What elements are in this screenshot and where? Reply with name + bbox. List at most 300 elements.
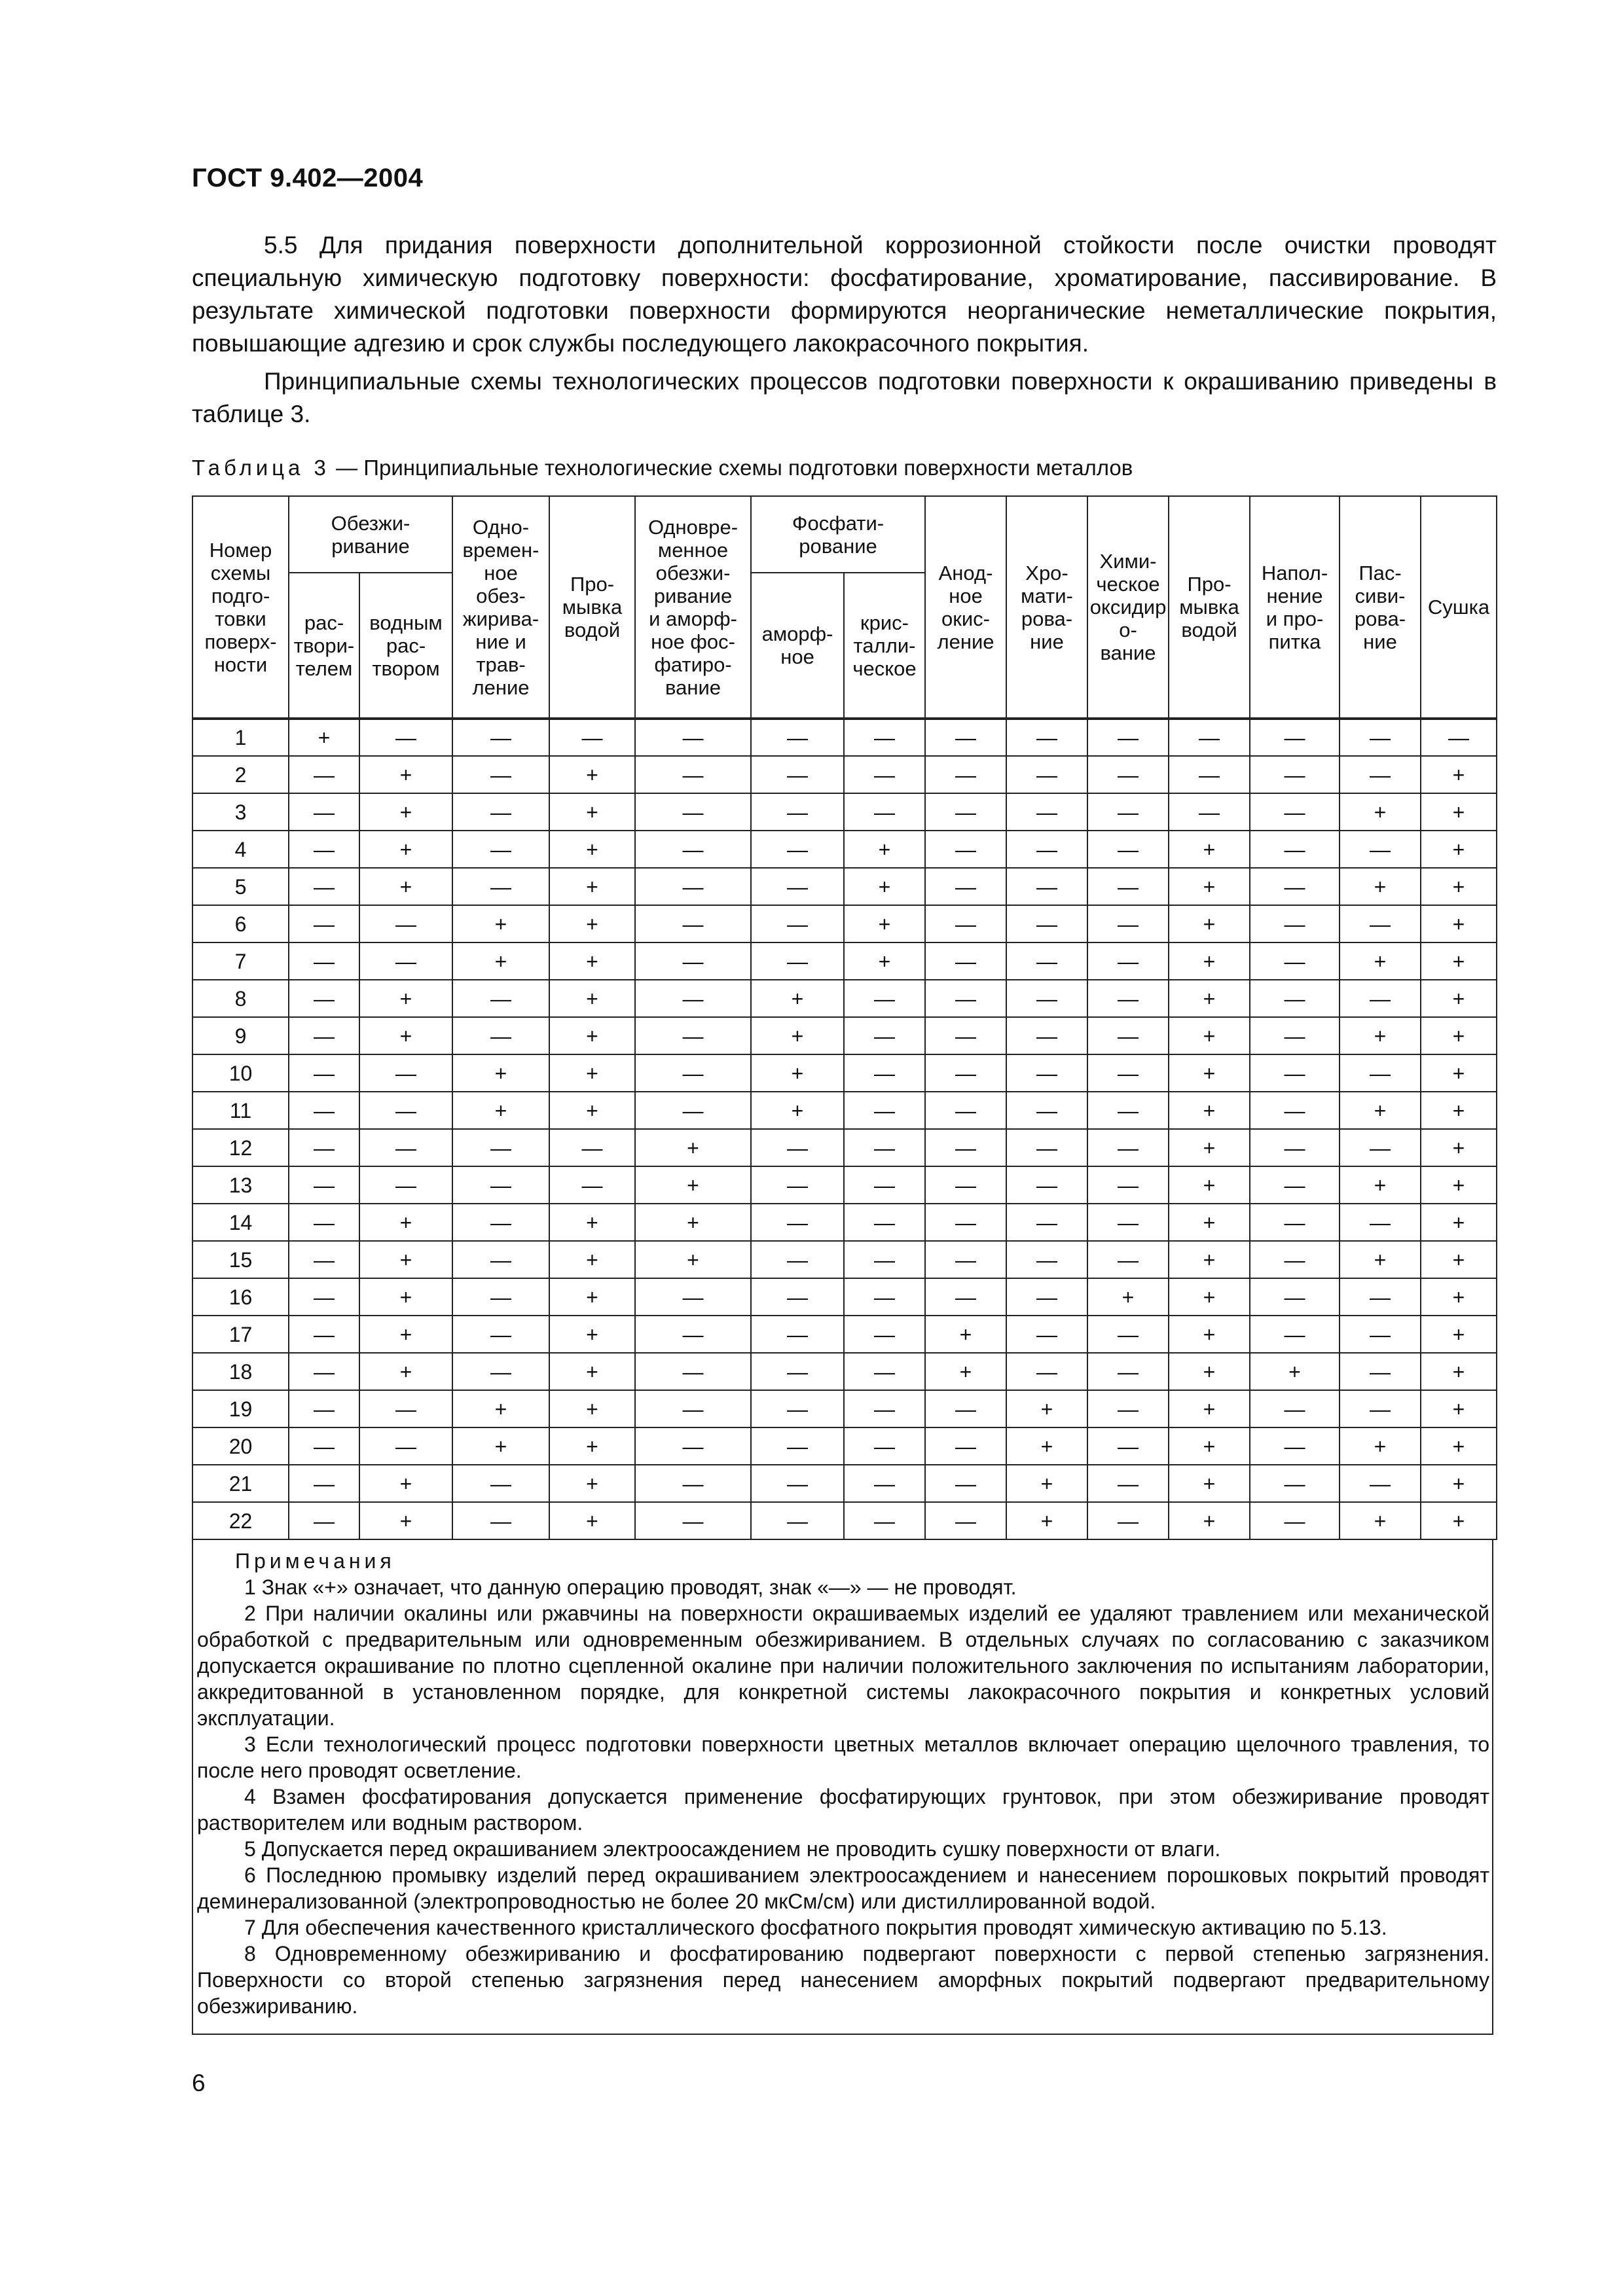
table-cell-mark: + — [1421, 1054, 1497, 1092]
note-item: 4 Взамен фосфатирования допускается применение фосфатирующих грунтовок, при этом обезжиривание проводят растворителем или водным раствором. — [197, 1785, 1489, 1835]
table-cell-mark: — — [925, 793, 1006, 831]
table-cell-mark: — — [452, 868, 549, 905]
table-cell-scheme-number: 18 — [192, 1353, 289, 1390]
table-cell-mark: — — [1250, 905, 1340, 942]
table-cell-mark: — — [452, 1316, 549, 1353]
table-cell-mark: + — [1250, 1353, 1340, 1390]
table-row — [192, 1316, 1497, 1353]
table-cell-mark: — — [1087, 1502, 1169, 1539]
table-cell-mark: + — [635, 1166, 751, 1204]
table-cell-mark: — — [925, 1241, 1006, 1278]
table-cell-mark: — — [1006, 868, 1087, 905]
table-cell-mark: — — [1087, 1204, 1169, 1241]
table-cell-mark: — — [635, 1092, 751, 1129]
table-cell-scheme-number: 9 — [192, 1017, 289, 1054]
table-cell-scheme-number: 12 — [192, 1129, 289, 1166]
table-cell-mark: — — [452, 1017, 549, 1054]
table-cell-mark: + — [1421, 868, 1497, 905]
table-cell-mark: — — [1087, 793, 1169, 831]
note-item: 3 Если технологический процесс подготовки поверхности цветных металлов включает операцию щелочного травления, то после него проводят осветление. — [197, 1732, 1489, 1782]
header-scheme-number: Номер схемы подго- товки поверх- ности — [192, 496, 289, 719]
table-cell-scheme-number: 2 — [192, 756, 289, 793]
table-cell-mark: — — [1006, 980, 1087, 1017]
table-cell-mark: — — [844, 719, 925, 756]
table-cell-mark: + — [452, 905, 549, 942]
table-cell-mark: — — [1169, 793, 1250, 831]
header-water-rinse: Про- мывка водой — [549, 496, 635, 719]
notes-block — [192, 1539, 1493, 2035]
table-cell-mark: + — [1340, 1017, 1421, 1054]
table-cell-mark: + — [1421, 1092, 1497, 1129]
table-cell-mark: — — [1250, 1316, 1340, 1353]
table-cell-mark: — — [925, 1054, 1006, 1092]
table-cell-scheme-number: 5 — [192, 868, 289, 905]
table-cell-mark: — — [1087, 1316, 1169, 1353]
table-cell-scheme-number: 6 — [192, 905, 289, 942]
table-cell-mark: — — [452, 719, 549, 756]
table-row — [192, 1204, 1497, 1241]
table-cell-mark: — — [452, 1465, 549, 1502]
table-cell-scheme-number: 1 — [192, 719, 289, 756]
table-cell-mark: — — [452, 1502, 549, 1539]
table-cell-mark: + — [1421, 905, 1497, 942]
table-cell-mark: — — [1250, 756, 1340, 793]
table-cell-mark: — — [925, 1092, 1006, 1129]
table-cell-mark: — — [1006, 1316, 1087, 1353]
table-cell-scheme-number: 15 — [192, 1241, 289, 1278]
header-phosphating: Фосфати- рование — [751, 496, 925, 573]
table-cell-mark: — — [844, 1353, 925, 1390]
table-cell-mark: + — [549, 1241, 635, 1278]
table-cell-mark: + — [1340, 793, 1421, 831]
table-cell-mark: + — [549, 831, 635, 868]
table-cell-mark: + — [1340, 1092, 1421, 1129]
table-cell-mark: + — [1006, 1465, 1087, 1502]
table-cell-mark: — — [359, 1390, 452, 1427]
intro-text — [192, 229, 1497, 436]
table-cell-mark: + — [359, 1353, 452, 1390]
table-cell-mark: — — [751, 793, 844, 831]
table-cell-mark: + — [549, 1502, 635, 1539]
table-row — [192, 1129, 1497, 1166]
table-cell-mark: — — [1087, 1092, 1169, 1129]
note-item: 2 При наличии окалины или ржавчины на поверхности окрашиваемых изделий ее удаляют травлением или механической обработкой с предварительным или одновременным обезжириванием. В отдельных случаях по согласованию с заказчиком допускается окрашивание по плотно сцепленной окалине при наличии положительного заключения по испытаниям лаборатории, аккредитованной в установленном порядке, для конкретной системы лакокрасочного покрытия и конкретных условий эксплуатации. — [197, 1602, 1489, 1730]
table-cell-mark: — — [844, 1204, 925, 1241]
table-cell-scheme-number: 8 — [192, 980, 289, 1017]
table-cell-mark: + — [1421, 1353, 1497, 1390]
table-cell-mark: — — [1340, 905, 1421, 942]
table-cell-mark: — — [844, 1017, 925, 1054]
table-cell-mark: — — [925, 719, 1006, 756]
table-cell-mark: — — [635, 1427, 751, 1465]
table-cell-mark: — — [751, 905, 844, 942]
note-item: 1 Знак «+» означает, что данную операцию проводят, знак «—» — не проводят. — [244, 1575, 1017, 1599]
table-cell-mark: — — [1087, 1353, 1169, 1390]
table-cell-mark: — — [1250, 1465, 1340, 1502]
table-cell-mark: — — [751, 1390, 844, 1427]
table-cell-mark: — — [1250, 1278, 1340, 1316]
table-cell-mark: — — [1006, 905, 1087, 942]
table-cell-mark: — — [452, 831, 549, 868]
table-cell-mark: — — [844, 1241, 925, 1278]
table-cell-mark: — — [359, 1054, 452, 1092]
table-cell-mark: + — [1169, 1316, 1250, 1353]
table-cell-mark: — — [635, 905, 751, 942]
table-cell-mark: + — [1421, 1017, 1497, 1054]
table-cell-mark: — — [359, 1092, 452, 1129]
table-cell-mark: — — [751, 756, 844, 793]
note-item: 7 Для обеспечения качественного кристаллического фосфатного покрытия проводят химическую активацию по 5.13. — [244, 1916, 1387, 1939]
table-cell-scheme-number: 7 — [192, 942, 289, 980]
table-cell-mark: — — [1169, 756, 1250, 793]
table-row — [192, 1502, 1497, 1539]
table-cell-mark: — — [844, 1316, 925, 1353]
table-row — [192, 1278, 1497, 1316]
table-cell-mark: — — [452, 756, 549, 793]
table-cell-mark: + — [925, 1353, 1006, 1390]
notes-title: Примечания — [235, 1549, 395, 1573]
table-cell-mark: + — [751, 1054, 844, 1092]
table-cell-mark: — — [635, 1017, 751, 1054]
table-cell-mark: + — [1169, 1427, 1250, 1465]
table-row — [192, 942, 1497, 980]
table-cell-mark: + — [1340, 942, 1421, 980]
table-cell-mark: — — [1087, 942, 1169, 980]
table-cell-mark: — — [1250, 793, 1340, 831]
table-cell-mark: + — [359, 1017, 452, 1054]
table-cell-mark: — — [1250, 1241, 1340, 1278]
note-item: 5 Допускается перед окрашиванием электроосаждением не проводить сушку поверхности от влаги. — [244, 1837, 1221, 1861]
table-cell-mark: + — [359, 868, 452, 905]
table-cell-mark: + — [1169, 1129, 1250, 1166]
table-cell-mark: — — [1087, 756, 1169, 793]
table-cell-mark: + — [452, 1427, 549, 1465]
table-cell-mark: — — [1250, 1390, 1340, 1427]
table-cell-mark: + — [1006, 1390, 1087, 1427]
table-body — [192, 719, 1497, 1539]
table-cell-mark: — — [1340, 1353, 1421, 1390]
table-cell-mark: — — [289, 1465, 359, 1502]
table-cell-mark: — — [1006, 1092, 1087, 1129]
table-cell-mark: — — [1250, 1427, 1340, 1465]
table-cell-mark: + — [1340, 1502, 1421, 1539]
table-cell-mark: — — [925, 1390, 1006, 1427]
table-cell-mark: — — [1340, 1054, 1421, 1092]
table-cell-mark: — — [1006, 756, 1087, 793]
table-row — [192, 1017, 1497, 1054]
schemes-table — [192, 495, 1497, 1540]
table-cell-mark: + — [635, 1241, 751, 1278]
header-degreasing-solvent: рас- твори- телем — [289, 573, 359, 719]
intro-paragraph: 5.5 Для придания поверхности дополнительной коррозионной стойкости после очистки проводят специальную химическую подготовку поверхности: фосфатирование, хроматирование, пассивирование. В результате химической подготовки поверхности формируются неорганические неметаллические покрытия, повышающие адгезию и срок службы последующего лакокрасочного покрытия. — [192, 232, 1497, 357]
table-cell-mark: + — [1169, 1502, 1250, 1539]
table-cell-mark: — — [635, 831, 751, 868]
table-cell-mark: — — [289, 793, 359, 831]
table-cell-mark: — — [844, 980, 925, 1017]
table-cell-mark: — — [635, 868, 751, 905]
table-cell-mark: — — [1340, 1465, 1421, 1502]
table-cell-mark: — — [844, 793, 925, 831]
table-cell-mark: — — [844, 1129, 925, 1166]
table-cell-mark: + — [1421, 1204, 1497, 1241]
table-row — [192, 1092, 1497, 1129]
table-cell-mark: + — [549, 1092, 635, 1129]
table-cell-mark: — — [1006, 1204, 1087, 1241]
table-cell-mark: — — [289, 868, 359, 905]
table-cell-mark: — — [751, 1316, 844, 1353]
table-cell-mark: — — [925, 1166, 1006, 1204]
table-cell-scheme-number: 10 — [192, 1054, 289, 1092]
table-cell-mark: — — [925, 1278, 1006, 1316]
table-cell-scheme-number: 14 — [192, 1204, 289, 1241]
table-cell-mark: + — [1169, 1166, 1250, 1204]
table-cell-mark: — — [289, 1427, 359, 1465]
table-cell-mark: + — [635, 1129, 751, 1166]
table-cell-mark: + — [1340, 868, 1421, 905]
table-row — [192, 1353, 1497, 1390]
table-cell-mark: — — [844, 1166, 925, 1204]
table-cell-mark: — — [359, 942, 452, 980]
table-cell-mark: — — [1006, 1017, 1087, 1054]
table-cell-mark: — — [751, 1502, 844, 1539]
table-cell-mark: — — [452, 1129, 549, 1166]
table-cell-mark: — — [1006, 1129, 1087, 1166]
table-cell-mark: — — [1250, 1129, 1340, 1166]
table-cell-mark: — — [635, 1465, 751, 1502]
table-cell-mark: — — [844, 1502, 925, 1539]
header-chromating: Хро- мати- рова- ние — [1006, 496, 1087, 719]
table-cell-mark: + — [1421, 1166, 1497, 1204]
table-cell-mark: — — [925, 1129, 1006, 1166]
table-row — [192, 1390, 1497, 1427]
table-cell-mark: — — [1006, 831, 1087, 868]
table-cell-mark: — — [359, 1166, 452, 1204]
table-row — [192, 1465, 1497, 1502]
table-cell-mark: — — [289, 1316, 359, 1353]
table-cell-mark: + — [359, 980, 452, 1017]
table-cell-mark: — — [751, 1353, 844, 1390]
table-cell-mark: — — [1340, 1316, 1421, 1353]
table-cell-mark: — — [289, 1204, 359, 1241]
table-cell-mark: + — [359, 756, 452, 793]
table-cell-mark: — — [1087, 1054, 1169, 1092]
table-cell-mark: + — [1340, 1241, 1421, 1278]
table-cell-mark: — — [1006, 1353, 1087, 1390]
table-row — [192, 719, 1497, 756]
table-cell-mark: — — [549, 1166, 635, 1204]
table-cell-mark: + — [1421, 1390, 1497, 1427]
table-cell-mark: — — [1250, 719, 1340, 756]
header-phosphating-amorphous: аморф- ное — [751, 573, 844, 719]
table-cell-mark: + — [1421, 793, 1497, 831]
table-cell-mark: + — [549, 756, 635, 793]
table-cell-mark: — — [635, 1278, 751, 1316]
table-cell-mark: — — [289, 905, 359, 942]
table-row — [192, 793, 1497, 831]
table-cell-mark: — — [1087, 980, 1169, 1017]
table-cell-mark: — — [751, 1465, 844, 1502]
table-cell-mark: + — [844, 831, 925, 868]
table-cell-mark: + — [1340, 1166, 1421, 1204]
table-cell-mark: — — [1340, 980, 1421, 1017]
table-cell-scheme-number: 16 — [192, 1278, 289, 1316]
table-cell-mark: + — [1087, 1278, 1169, 1316]
table-cell-mark: + — [359, 831, 452, 868]
table-row — [192, 831, 1497, 868]
table-cell-mark: — — [1421, 719, 1497, 756]
table-cell-mark: — — [452, 1204, 549, 1241]
table-cell-mark: + — [751, 1017, 844, 1054]
table-cell-mark: — — [751, 1166, 844, 1204]
table-cell-mark: — — [751, 868, 844, 905]
table-cell-mark: — — [1250, 1502, 1340, 1539]
table-row — [192, 1241, 1497, 1278]
table-cell-mark: — — [1340, 831, 1421, 868]
table-cell-mark: + — [844, 905, 925, 942]
table-cell-mark: + — [1421, 942, 1497, 980]
table-cell-mark: — — [1250, 1204, 1340, 1241]
table-cell-mark: — — [1006, 1278, 1087, 1316]
table-cell-mark: — — [635, 1316, 751, 1353]
table-cell-mark: + — [1169, 1054, 1250, 1092]
table-cell-mark: — — [1250, 831, 1340, 868]
table-cell-mark: + — [549, 1316, 635, 1353]
table-cell-mark: + — [635, 1204, 751, 1241]
table-row — [192, 1166, 1497, 1204]
header-drying: Сушка — [1421, 496, 1497, 719]
table-row — [192, 905, 1497, 942]
table-cell-mark: + — [844, 942, 925, 980]
table-cell-mark: — — [289, 942, 359, 980]
table-cell-mark: — — [1087, 1017, 1169, 1054]
table-cell-mark: — — [1250, 1054, 1340, 1092]
header-water-rinse-2: Про- мывка водой — [1169, 496, 1250, 719]
header-simultaneous-degreasing-etching: Одно- времен- ное обез- жирива- ние и трав- ление — [452, 496, 549, 719]
table-cell-mark: + — [1421, 756, 1497, 793]
table-cell-mark: — — [289, 1129, 359, 1166]
table-cell-mark: — — [635, 719, 751, 756]
table-cell-mark: — — [635, 793, 751, 831]
table-cell-mark: — — [844, 1278, 925, 1316]
table-cell-mark: — — [452, 1166, 549, 1204]
table-cell-mark: — — [844, 1092, 925, 1129]
table-cell-mark: — — [1250, 868, 1340, 905]
table-cell-mark: + — [1169, 980, 1250, 1017]
table-cell-mark: — — [1340, 756, 1421, 793]
table-cell-mark: — — [289, 1054, 359, 1092]
table-caption — [192, 456, 1133, 480]
table-cell-mark: — — [289, 1353, 359, 1390]
table-cell-mark: + — [1169, 1017, 1250, 1054]
table-cell-scheme-number: 4 — [192, 831, 289, 868]
table-cell-mark: — — [452, 1353, 549, 1390]
table-cell-mark: — — [289, 980, 359, 1017]
table-cell-mark: + — [1169, 1092, 1250, 1129]
table-cell-scheme-number: 13 — [192, 1166, 289, 1204]
table-cell-mark: — — [289, 1278, 359, 1316]
table-cell-mark: — — [751, 1241, 844, 1278]
table-cell-mark: + — [1421, 1241, 1497, 1278]
table-cell-scheme-number: 3 — [192, 793, 289, 831]
table-cell-mark: + — [1421, 831, 1497, 868]
table-cell-mark: — — [1250, 942, 1340, 980]
table-cell-mark: — — [925, 1465, 1006, 1502]
table-cell-mark: — — [289, 1017, 359, 1054]
table-cell-mark: + — [549, 868, 635, 905]
table-cell-mark: + — [549, 1204, 635, 1241]
table-cell-scheme-number: 19 — [192, 1390, 289, 1427]
table-cell-mark: — — [1250, 1166, 1340, 1204]
table-row — [192, 756, 1497, 793]
table-row — [192, 1054, 1497, 1092]
table-cell-mark: — — [925, 1204, 1006, 1241]
table-cell-mark: — — [1087, 905, 1169, 942]
table-cell-mark: — — [635, 1502, 751, 1539]
table-cell-mark: — — [1340, 719, 1421, 756]
table-cell-mark: + — [1169, 1465, 1250, 1502]
table-cell-mark: — — [635, 1353, 751, 1390]
table-cell-mark: + — [1169, 1353, 1250, 1390]
table-cell-mark: — — [1250, 1017, 1340, 1054]
table-cell-mark: — — [289, 1241, 359, 1278]
table-cell-mark: + — [1421, 1316, 1497, 1353]
table-cell-mark: — — [1006, 1241, 1087, 1278]
header-simultaneous-degreasing-phosphating: Одновре- менное обезжи- ривание и аморф- ное фос- фатиро- вание — [635, 496, 751, 719]
table-cell-mark: — — [1340, 1204, 1421, 1241]
table-row — [192, 868, 1497, 905]
table-cell-mark: — — [1006, 719, 1087, 756]
table-cell-mark: + — [1169, 1390, 1250, 1427]
header-passivation: Пас- сиви- рова- ние — [1340, 496, 1421, 719]
header-anodic-oxidation: Анод- ное окис- ление — [925, 496, 1006, 719]
table-cell-mark: — — [925, 1427, 1006, 1465]
table-cell-mark: + — [751, 980, 844, 1017]
table-cell-mark: — — [359, 1427, 452, 1465]
table-cell-mark: — — [452, 793, 549, 831]
table-cell-mark: — — [925, 831, 1006, 868]
table-cell-mark: — — [1006, 1054, 1087, 1092]
table-cell-mark: — — [359, 1129, 452, 1166]
table-cell-mark: — — [1340, 1390, 1421, 1427]
table-cell-mark: — — [289, 831, 359, 868]
table-cell-mark: — — [1087, 868, 1169, 905]
table-cell-mark: — — [751, 942, 844, 980]
table-cell-mark: — — [635, 980, 751, 1017]
table-cell-mark: — — [844, 1390, 925, 1427]
table-cell-mark: — — [751, 1278, 844, 1316]
table-cell-mark: — — [925, 1502, 1006, 1539]
header-chemical-oxidation: Хими- ческое оксидир о- вание — [1087, 496, 1169, 719]
table-cell-mark: — — [1169, 719, 1250, 756]
table-cell-mark: — — [635, 942, 751, 980]
table-cell-mark: + — [549, 980, 635, 1017]
table-cell-scheme-number: 22 — [192, 1502, 289, 1539]
table-cell-mark: + — [359, 1465, 452, 1502]
table-cell-mark: — — [925, 905, 1006, 942]
table-cell-mark: — — [1087, 1427, 1169, 1465]
table-row — [192, 1427, 1497, 1465]
table-cell-mark: — — [359, 719, 452, 756]
table-cell-mark: — — [1087, 831, 1169, 868]
table-cell-mark: + — [359, 1502, 452, 1539]
table-cell-mark: + — [549, 1390, 635, 1427]
table-cell-mark: — — [549, 719, 635, 756]
table-cell-mark: — — [925, 756, 1006, 793]
table-cell-mark: + — [549, 942, 635, 980]
table-cell-mark: + — [1169, 1241, 1250, 1278]
header-degreasing-water: водным рас- твором — [359, 573, 452, 719]
table-cell-mark: — — [1250, 1092, 1340, 1129]
